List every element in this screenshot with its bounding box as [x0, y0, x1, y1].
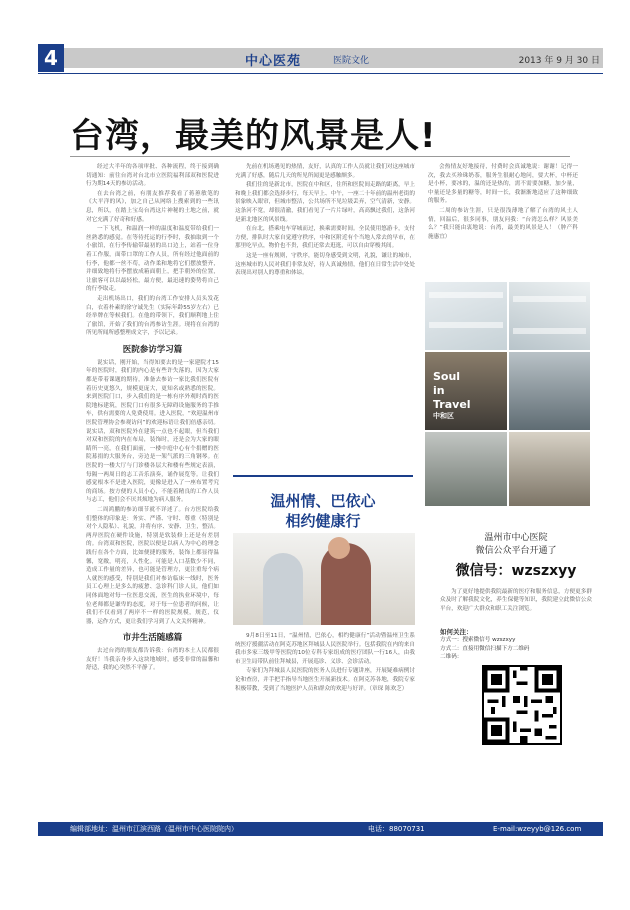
wechat-how-to	[440, 628, 592, 662]
paragraph: 去过台湾的朋友都告诉我：台湾的本土人民都很友好！当我亲身步入这块地域时，感受非常的温馨和舒适，我的心突然不平静了。	[86, 648, 219, 672]
article-column-2	[235, 163, 415, 323]
footer-phone: 电话：88070731	[368, 825, 425, 833]
article-column-1	[86, 163, 219, 815]
paragraph: 走出机场出口，我们的台湾工作安排人员头发花白，衣着朴素的徐守诚先生（实际年龄55岁左右）已经举牌在等候我们。在他的带领下，我们顺利地上住了旅馆，开始了我们的台湾参访生涯。现将在台湾的所见所闻所感整理成文字，予以记录。	[86, 295, 219, 337]
paragraph: 我们住的是新北市，医院在中和区，住所和医院间走路的距离，早上和晚上我们都会选择步行，每天早上、中午，一座二十年前的温州老街的景象映入眼帘，但城市整洁，公共场所不见垃圾丢弃，空气清新，安静。这条河不宽，却很清澈，我们看见了一片片绿叶，高高飘过我们，这条河是新北地区的风景线。	[235, 182, 415, 223]
how-step: 方式一：搜索微信号 wzszxyy	[440, 637, 516, 644]
caption-line: in	[433, 384, 445, 397]
article-column-3	[428, 163, 578, 293]
qr-code-icon	[482, 665, 562, 745]
paragraph: 经过大半年的各项审批、各种流程，终于接到确切通知：前往台湾对台北市立医院福利部双和医院进行为期14天的参访活动。	[86, 164, 219, 188]
section-label: 医院文化	[333, 56, 370, 66]
paragraph: 先前在机场遇见的热情，友好，认真的工作人员就让我们对这座城市充满了好感，随后几天的所见所闻更是感触颇多。	[235, 164, 415, 179]
paragraph: 9月8日至11日，“温州情，巴依心，相约健康行”活动暨温州卫生系统医疗援疆活动在阿克苏地区拜城县人民医院举行。包括我院在内的来自我市多家三级甲等医院的10位专科专家组成的医疗团队一行16人，由我市卫生局带队前往拜城县，开展巡诊、义诊、会诊活动。	[235, 633, 415, 665]
subheading: 市井生活随感篇	[122, 633, 183, 644]
wechat-id: 微信号：wzszxyy	[455, 563, 577, 579]
photo-waiting-area	[425, 432, 507, 506]
paragraph: 说实话，刚开始，当得知要去的是一家建院才15年的医院时，我们的内心是有些许失落的，因为大家都是带着课题的期待，准备去参访一家比我们医院有着历史更悠久，规模更庞大，更知名或熟悉的医院。来到医院门口，步入我们的是一栋有序外观时尚的医院地标建筑，医院门口有很多无障碍设施服务的手推车，供有需要的人免费使用。进入医院，“欢迎温州市医院管理协会参观访问”的欢迎标语让我们倍感亲切。说实话，双和医院外在建筑一点也不起眼，但当我们对双和医院的内在布局，装饰时，还是会为大家的眼睛所一亮，在我们面前，一楼中庭中心有个捐赠的医院募捐的大服务台，旁边是一架气派的三角钢琴。在医院的一楼大厅与门诊楼各层大和楼有些规定表演，每隔一两周日的志工音乐演奏，诵作展览等。让我们感觉根本不是进入医院，更像是进入了一座布置考究的商场。按方便的人员小心，不能着精良的工作人员与志工，他们会不厌其烦地为病人服务。	[86, 359, 219, 504]
photo-hospital-hall	[509, 282, 590, 350]
feature-title	[233, 491, 413, 531]
doctor-figure	[263, 553, 303, 625]
photo-reception	[509, 432, 590, 506]
paragraph: 在去台湾之前，有朋友推荐我看了蒋蕙敏笔的《大平洋的风》，加之自己从网络上搜索到的一些讯息，所以，在踏上宝岛台湾这片神秘的土地之前，就对它充满了好奇和好感。	[86, 190, 219, 223]
caption-line: Soul	[433, 370, 461, 383]
issue-date: 2013 年 9 月 30 日	[518, 56, 600, 66]
feature-title-line: 温州情、巴依心	[270, 492, 376, 510]
paragraph: 专家们为拜城县人民医院的医务人员进行专题讲座，开展疑难病例讨论和查房，并手把手指导当地医生开展新技术。在阿克苏各地，我院专家积极带教，受到了当地医护人员和群众的欢迎与好评。（章琛 陈欢芝）	[235, 668, 415, 692]
header-divider	[38, 73, 603, 74]
how-step: 方式二：直接用微信扫描下方二维码	[440, 645, 530, 652]
patient-head	[328, 537, 350, 559]
paragraph: 在台北，搭乘电车穿城而过，换乘需要时间。全民使用悠游卡，支付方便，排队时大家自觉遵守秩序，中和区附近有个当地人常去的早市，在那里吃早点，物价也不贵，我们还常去逛逛，可以自由穿梭其间。	[235, 226, 415, 250]
photo-hospital-lobby	[425, 282, 507, 350]
headline: 台湾，最美的风景是人!	[70, 116, 437, 156]
photo-corridor	[509, 352, 590, 430]
page-number: 4	[38, 44, 64, 72]
wechat-hospital-name: 温州市中心医院	[484, 533, 548, 543]
caption-sub: 中和区	[433, 412, 454, 420]
caption-line: Travel	[433, 398, 471, 411]
paragraph: 这是一座有规则，守秩序，能切身感受到文明，礼貌，谦让的城市，这座城市的人民对我们非常友好，待人真诚热情，他们在日常生活中处处表现出对别人的尊重和体谅。	[235, 252, 415, 277]
feature-photo	[233, 533, 415, 625]
photo-collage	[425, 282, 590, 514]
how-title: 如何关注：	[440, 628, 473, 636]
feature-body	[235, 632, 415, 810]
qr-label: 二维码：	[440, 654, 463, 661]
paragraph: 二周鸿鹏的参访细节就不详述了。台方医院给我们整体的印象是：务实、严谨、守时、尊重（特别是对个人隐私）、礼貌，并将有序、安静、卫生，整洁。两岸医院在硬件设施，特别是软装修上还是有差别的。台湾双和医院，医院以便是以病人为中心的理念践行在各个方面，比如便捷的服务，装饰上都显得温馨，宽敞，明亮，人性化。可能是人口基数少不同，造成工作量的差异，也可能是管理方，更注重每个病人就医的感受，特别是我们对参访临床一线时，医务员工心理上是多么的疲惫、急诊科门诊人员，他们如同体面地对每一位医患交流，医生的执业环境中，每位老师都是谦卑的态度，对于每一位患者的问候，让我们不仅看到了两岸不一样的医院规模，规范，仪器，运作方式，更让我们学习到了人文关怀精神。	[86, 506, 219, 625]
headline-divider	[70, 156, 570, 157]
wechat-description: 为了更好地提供我院最新的医疗和服务信息，方便更多群众及时了解我院文化，养生保健等知识，我院建立此微信公众平台，欢迎广大群众和职工关注浏览。	[440, 589, 592, 612]
paragraph: 一下飞机，和温润一样的温度和温度带给我们一丝熟悉的感觉。在等待托运的行李时，我抽取到一个小旅馆，在行李传输带最初的出口边上，站着一位身着工作服，面带口罩的工作人员，所有经过他面前的行李，他都一丝不苟，动作柔和地将它们摆放整齐，并细致地将行李摆放成箱面朝上，把手朝外的位置，让旅客可以以最轻松，最方便，最迅速的姿势将自己的行李取走。	[86, 226, 219, 293]
photo-night-street	[425, 352, 507, 430]
footer-address: 编辑部地址：温州市江滨西路（温州市中心医院院内）	[70, 825, 238, 833]
footer-bar	[38, 822, 603, 836]
paragraph: 二周的参访生涯，只是很浅薄地了解了台湾的风土人情，回温后，很多同事，朋友问我：“台湾怎么样？风景美么？”我只能由衷地说：台湾，最美的风景是人！（肿产科 施惠宜）	[428, 207, 578, 240]
footer-email: E-mail:wzeyyb@126.com	[493, 825, 582, 833]
photo-caption	[433, 370, 471, 421]
subheading: 医院参访学习篇	[122, 344, 183, 355]
paper-name: 中心医苑	[245, 54, 302, 69]
feature-title-line: 相约健康行	[285, 512, 361, 530]
paragraph: 会热情友好地接待，付费时会真诚地说：谢谢！记得一次，我去买珍珠奶茶，服务生很耐心地问，要大杯，中杯还是小杯，要冰的，温的还是热的，需不需要加糖，加少量，中量还是多量的糖等，时间一长，我渐渐地适应了这种细致的服务。	[428, 164, 578, 205]
wechat-announcement: 微信公众平台开通了	[475, 546, 557, 556]
